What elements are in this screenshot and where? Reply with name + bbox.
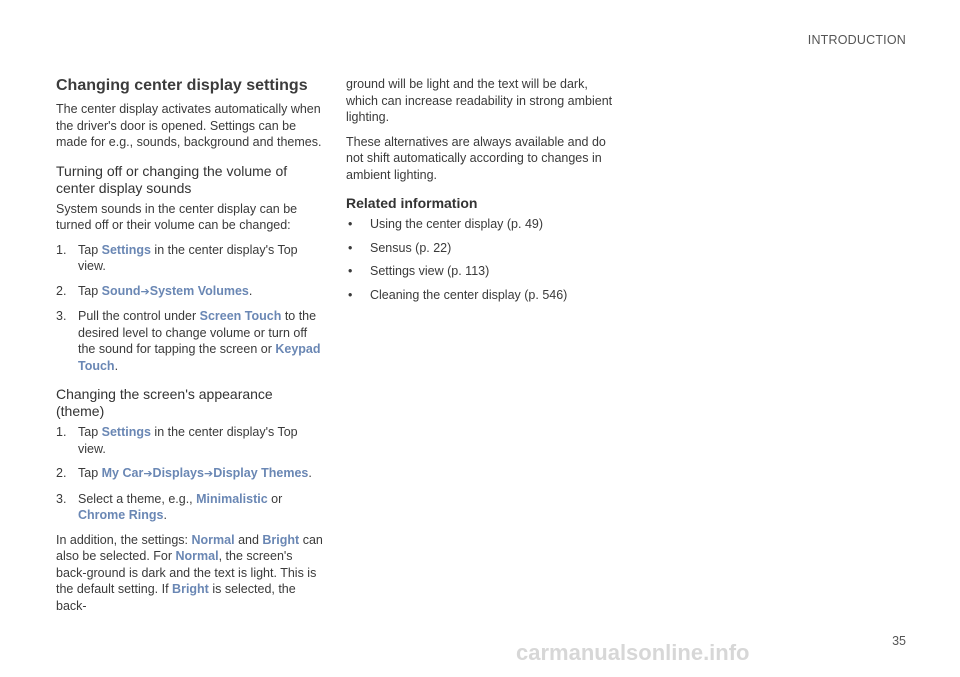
ui-term: Normal — [191, 532, 235, 547]
ui-term: Minimalistic — [196, 491, 268, 506]
watermark: carmanualsonline.info — [516, 640, 750, 665]
ui-term: Screen Touch — [199, 309, 282, 323]
bullet-icon: • — [348, 264, 353, 278]
theme-heading: Changing the screen's appearance (theme) — [56, 386, 273, 419]
ui-term: Bright — [172, 582, 209, 596]
related-link-3[interactable]: • Settings view (p. 113) — [348, 264, 490, 278]
ui-term: Sound — [101, 283, 141, 298]
theme-step-2: 2. Tap My Car➔Displays➔Display Themes. — [56, 466, 312, 480]
theme-paragraph: In addition, the settings: Normal and Bright can also be selected. For Normal, the screen's back-ground is dark and the text is light. This is the default setting. If Bright is selected, the back- — [56, 532, 323, 613]
ui-term: Displays — [152, 466, 204, 480]
ui-term: Display Themes — [213, 466, 309, 480]
continued-paragraph: ground will be light and the text will be dark, which can increase readability in strong ambient lighting. — [346, 77, 613, 124]
page-title: Changing center display settings — [56, 77, 308, 94]
arrow-right-icon: ➔ — [203, 468, 214, 480]
sounds-heading: Turning off or changing the volume of center display sounds — [56, 162, 288, 196]
alternatives-paragraph: These alternatives are always available and do not shift automatically according to changes in ambient lighting. — [346, 134, 606, 182]
related-link-4[interactable]: • Cleaning the center display (p. 546) — [348, 287, 568, 302]
bullet-icon: • — [348, 287, 353, 302]
ui-term: System Volumes — [149, 283, 249, 298]
related-link-2[interactable]: • Sensus (p. 22) — [348, 240, 452, 255]
ui-term: Settings — [101, 242, 151, 257]
theme-steps — [56, 424, 324, 524]
sounds-step-2: 2. Tap Sound➔System Volumes. — [56, 283, 253, 298]
theme-step-3: 3. Select a theme, e.g., Minimalistic or Chrome Rings. — [56, 491, 283, 522]
arrow-right-icon: ➔ — [143, 468, 153, 480]
related-heading: Related information — [346, 195, 478, 211]
right-column — [346, 76, 614, 310]
ui-term: My Car — [101, 466, 144, 480]
sounds-step-1: 1. Tap Settings in the center display's Top view. — [56, 242, 298, 273]
intro-paragraph: The center display activates automatically when the driver's door is opened. Settings can be made for e.g., sounds, background and themes. — [56, 102, 322, 149]
sounds-steps — [56, 242, 324, 375]
ui-term: Bright — [262, 532, 300, 547]
ui-term: Keypad Touch — [78, 342, 321, 373]
ui-term: Chrome Rings — [78, 508, 164, 522]
page-number: 35 — [892, 634, 906, 648]
related-list — [346, 216, 614, 303]
theme-step-1: 1. Tap Settings in the center display's Top view. — [56, 425, 298, 456]
arrow-right-icon: ➔ — [140, 285, 150, 298]
related-link-1[interactable]: • Using the center display (p. 49) — [348, 217, 544, 231]
section-header: INTRODUCTION — [807, 33, 906, 47]
ui-term: Settings — [101, 425, 151, 439]
bullet-icon: • — [348, 240, 353, 255]
sounds-text: System sounds in the center display can be turned off or their volume can be changed: — [56, 201, 298, 232]
ui-term: Normal — [175, 549, 219, 563]
sounds-step-3: 3. Pull the control under Screen Touch to the desired level to change volume or turn off the sound for tapping the screen or Keypad Touch. — [56, 309, 321, 373]
left-column — [56, 76, 324, 622]
bullet-icon: • — [348, 217, 353, 231]
